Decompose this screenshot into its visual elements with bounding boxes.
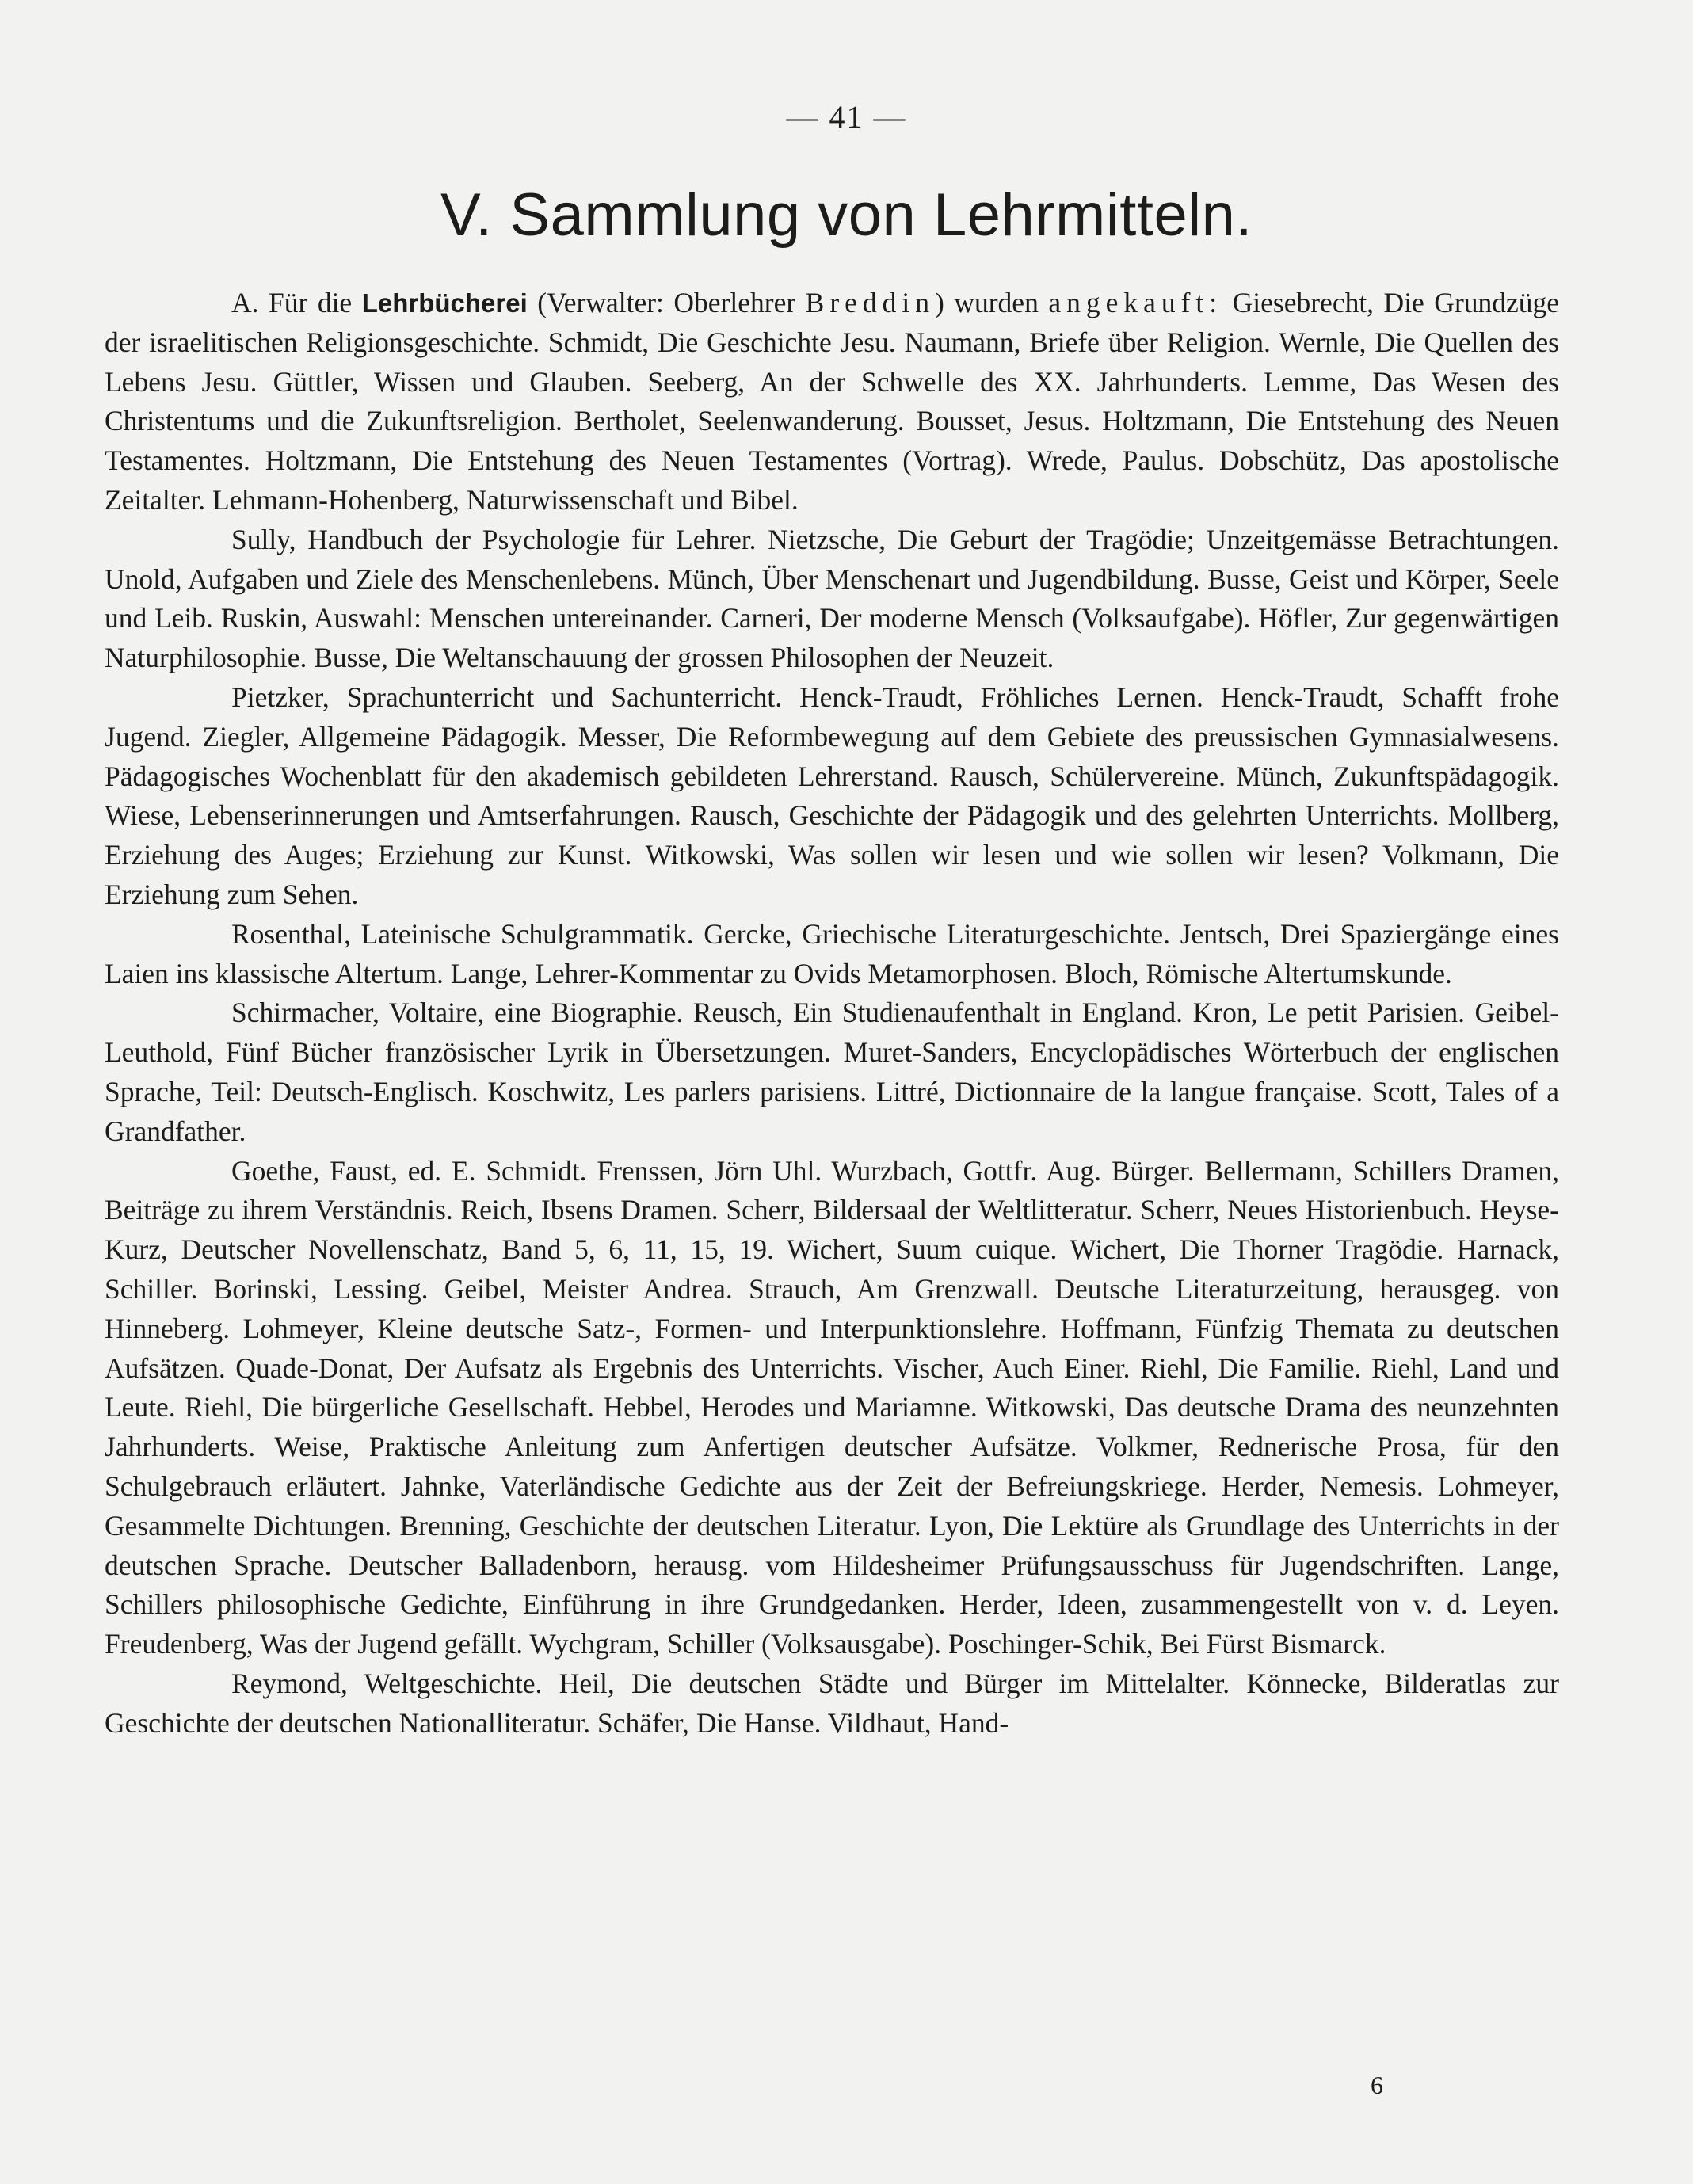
- purchased-verb: angekauft:: [1048, 287, 1223, 318]
- book-list-theology: Giesebrecht, Die Grundzüge der israelitischen Religionsgeschichte. Schmidt, Die Geschichte Jesu. Naumann, Briefe über Religion. Wernle, Die Quellen des Lebens Jesu. Güttler, Wissen und Glauben. Seeberg, An der Schwelle des XX. Jahrhunderts. Lemme, Das Wesen des Christentums und die Zukunftsreligion. Bertholet, Seelenwanderung. Bousset, Jesus. Holtzmann, Die Entstehung des Neuen Testamentes. Holtzmann, Die Entstehung des Neuen Testamentes (Vortrag). Wrede, Paulus. Dobschütz, Das apostolische Zeitalter. Lehmann-Hohenberg, Naturwissenschaft und Bibel.: [105, 287, 1560, 516]
- paragraph-pedagogy: Pietzker, Sprachunterricht und Sachunterricht. Henck-Traudt, Fröhliches Lernen. Henck-Traudt, Schafft frohe Jugend. Ziegler, Allgemeine Pädagogik. Messer, Die Reformbewegung auf dem Gebiete des preussischen Gymnasialwesens. Pädagogisches Wochenblatt für den akademisch gebildeten Lehrerstand. Rausch, Schülervereine. Münch, Zukunftspädagogik. Wiese, Lebenserinnerungen und Amtserfahrungen. Rausch, Geschichte der Pädagogik und des gelehrten Unterrichts. Mollberg, Erziehung des Auges; Erziehung zur Kunst. Witkowski, Was sollen wir lesen und wie sollen wir lesen? Volkmann, Die Erziehung zum Sehen.: [105, 680, 1559, 910]
- paragraph-lehrbuecherei: [105, 284, 1559, 520]
- paragraph-philosophy: Sully, Handbuch der Psychologie für Lehrer. Nietzsche, Die Geburt der Tragödie; Unzeitgemässe Betrachtungen. Unold, Aufgaben und Ziele des Menschenlebens. Münch, Über Menschenart und Jugendbildung. Busse, Geist und Körper, Seele und Leib. Ruskin, Auswahl: Menschen untereinander. Carneri, Der moderne Mensch (Volksaufgabe). Höfler, Zur gegenwärtigen Naturphilosophie. Busse, Die Weltanschauung der grossen Philosophen der Neuzeit.: [105, 523, 1559, 674]
- paragraph-modern-languages: Schirmacher, Voltaire, eine Biographie. Reusch, Ein Studienaufenthalt in England. Kron, Le petit Parisien. Geibel-Leuthold, Fünf Bücher französischer Lyrik in Übersetzungen. Muret-Sanders, Encyclopädisches Wörterbuch der englischen Sprache, Teil: Deutsch-Englisch. Koschwitz, Les parlers parisiens. Littré, Dictionnaire de la langue française. Scott, Tales of a Grandfather.: [105, 997, 1559, 1147]
- body-text: [105, 284, 1559, 1743]
- paragraph-classics: Rosenthal, Lateinische Schulgrammatik. Gercke, Griechische Literaturgeschichte. Jentsch, Drei Spaziergänge eines Laien ins klassische Altertum. Lange, Lehrer-Kommentar zu Ovids Metamorphosen. Bloch, Römische Altertumskunde.: [105, 917, 1559, 989]
- administrator-label: (Verwalter: Oberlehrer: [537, 287, 796, 318]
- administrator-close: ) wurden: [935, 287, 1039, 318]
- paragraph-lead: A. Für die: [231, 287, 353, 318]
- paragraph-german-literature: Goethe, Faust, ed. E. Schmidt. Frenssen, Jörn Uhl. Wurzbach, Gottfr. Aug. Bürger. Bellermann, Schillers Dramen, Beiträge zu ihrem Verständnis. Reich, Ibsens Dramen. Scherr, Bildersaal der Weltlitteratur. Scherr, Neues Historienbuch. Heyse-Kurz, Deutscher Novellenschatz, Band 5, 6, 11, 15, 19. Wichert, Suum cuique. Wichert, Die Thorner Tragödie. Harnack, Schiller. Borinski, Lessing. Geibel, Meister Andrea. Strauch, Am Grenzwall. Deutsche Literaturzeitung, herausgeg. von Hinneberg. Lohmeyer, Kleine deutsche Satz-, Formen- und Interpunktionslehre. Hoffmann, Fünfzig Themata zu deutschen Aufsätzen. Quade-Donat, Der Aufsatz als Ergebnis des Unterrichts. Vischer, Auch Einer. Riehl, Die Familie. Riehl, Land und Leute. Riehl, Die bürgerliche Gesellschaft. Hebbel, Herodes und Mariamne. Witkowski, Das deutsche Drama des neunzehnten Jahrhunderts. Weise, Praktische Anleitung zum Anfertigen deutscher Aufsätze. Volkmer, Rednerische Prosa, für den Schulgebrauch erläutert. Jahnke, Vaterländische Gedichte aus der Zeit der Befreiungskriege. Herder, Nemesis. Lohmeyer, Gesammelte Dichtungen. Brenning, Geschichte der deutschen Literatur. Lyon, Die Lektüre als Grundlage des Unterrichts in der deutschen Sprache. Deutscher Balladenborn, herausg. vom Hildesheimer Prüfungsausschuss für Jugendschriften. Lange, Schillers philosophische Gedichte, Einführung in ihre Grundgedanken. Herder, Ideen, zusammengestellt von v. d. Leyen. Freudenberg, Was der Jugend gefällt. Wychgram, Schiller (Volksausgabe). Poschinger-Schik, Bei Fürst Bismarck.: [105, 1154, 1559, 1660]
- administrator-name: Breddin: [805, 287, 936, 318]
- lehrbuecherei-heading: Lehrbücherei: [361, 288, 528, 318]
- signature-mark: 6: [1371, 2071, 1383, 2099]
- section-title: V. Sammlung von Lehrmitteln.: [440, 181, 1253, 249]
- paragraph-history: Reymond, Weltgeschichte. Heil, Die deutschen Städte und Bürger im Mittelalter. Könnecke, Bilderatlas zur Geschichte der deutschen Nationalliteratur. Schäfer, Die Hanse. Vildhaut, Hand-: [105, 1667, 1559, 1739]
- page-number: — 41 —: [786, 99, 907, 135]
